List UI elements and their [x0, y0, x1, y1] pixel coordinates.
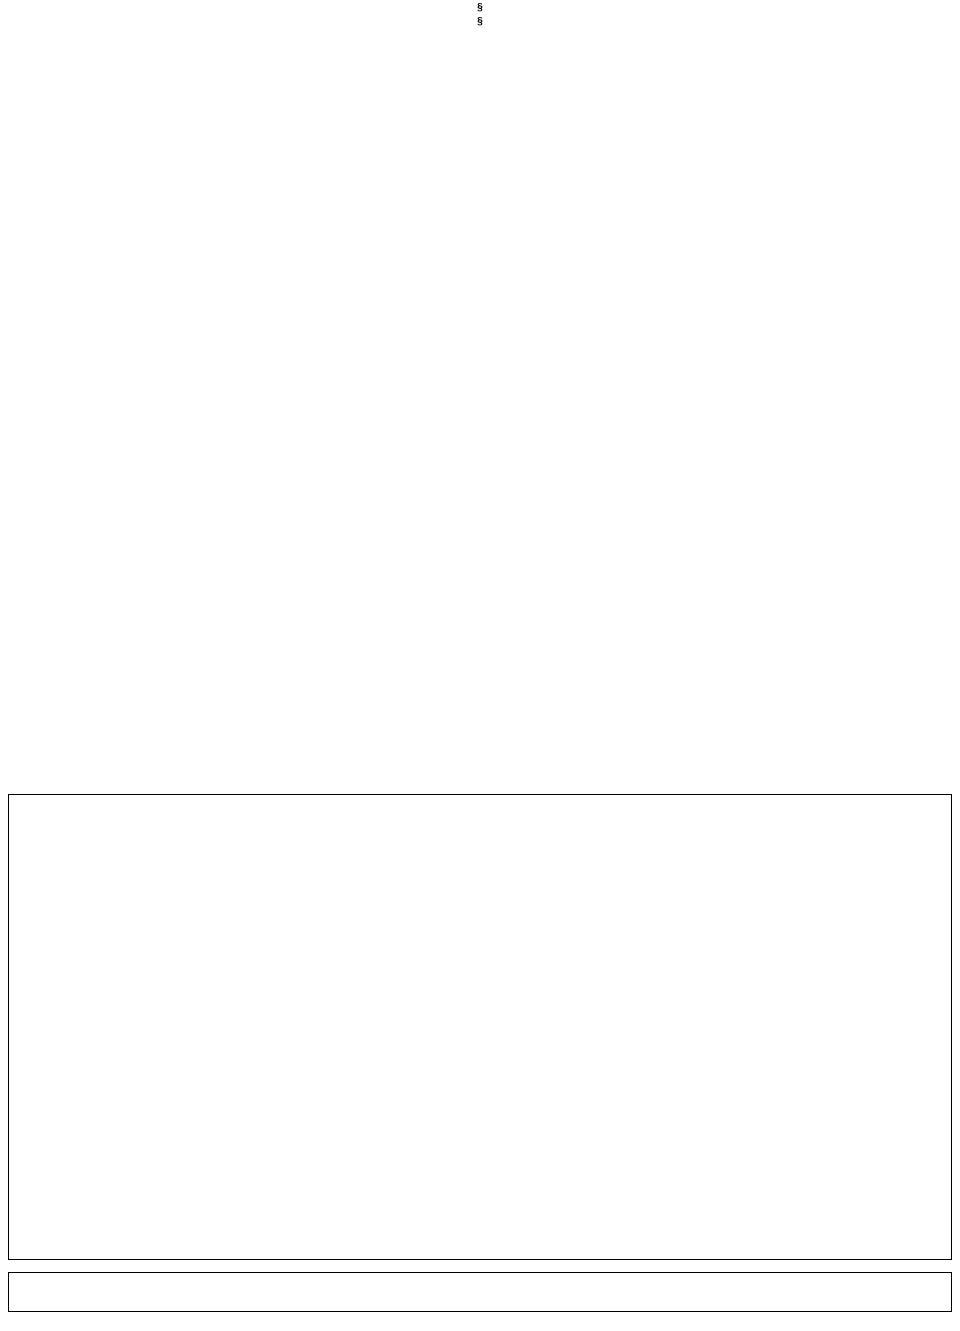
- footer-note: [8, 1272, 952, 1312]
- fees-table: [8, 794, 952, 1260]
- document-body: [8, 0, 952, 29]
- section-20-heading: §: [477, 15, 483, 27]
- section-19-heading: §: [477, 2, 483, 13]
